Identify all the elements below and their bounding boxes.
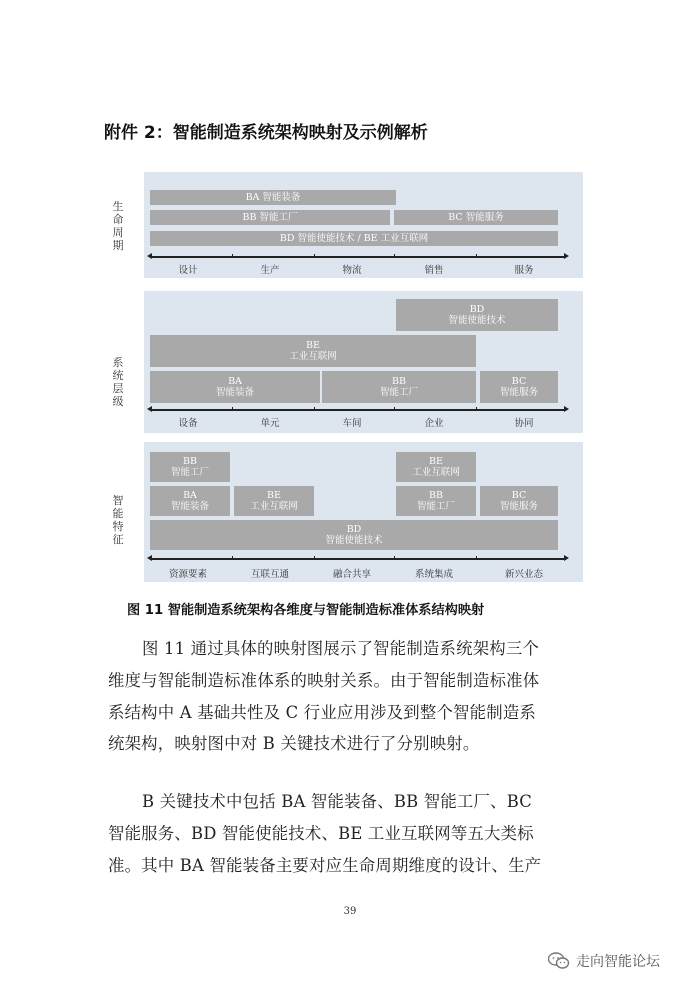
axis-label-design: 设计 — [178, 265, 198, 276]
axis-label-collaboration: 协同 — [514, 418, 534, 429]
bar-bc: BC 智能服务 — [394, 210, 558, 225]
axis-label-equipment: 设备 — [178, 418, 198, 429]
paragraph-line: 维度与智能制造标准体系的映射关系。由于智能制造标准体 — [108, 670, 540, 690]
side-label-text: 智能特征 — [112, 494, 124, 546]
wechat-icon — [548, 952, 570, 970]
paragraph-line: 系结构中 A 基础共性及 C 行业应用涉及到整个智能制造系 — [108, 702, 537, 722]
intelligence-panel — [144, 442, 583, 582]
paragraph-line: 智能服务、BD 智能使能技术、BE 工业互联网等五大类标 — [108, 823, 534, 843]
bar-bb: BB 智能工厂 — [322, 371, 476, 403]
axis-label-integration: 系统集成 — [414, 569, 453, 580]
paragraph-1 — [108, 633, 588, 760]
bar-ba: BA 智能装备 — [150, 371, 320, 403]
bar-bc: BC 智能服务 — [480, 371, 558, 403]
bar-bb: BB 智能工厂 — [150, 210, 390, 225]
axis-label-logistics: 物流 — [342, 265, 362, 276]
bar-bc: BC 智能服务 — [480, 486, 558, 516]
bar-bd-be: BD 智能使能技术 / BE 工业互联网 — [150, 231, 558, 246]
axis-label-sales: 销售 — [424, 265, 444, 276]
paragraph-line: 准。其中 BA 智能装备主要对应生命周期维度的设计、生产 — [108, 855, 542, 875]
panel2-side-label — [112, 356, 126, 408]
paragraph-2 — [108, 786, 588, 881]
axis-label-enterprise: 企业 — [424, 418, 444, 429]
page-heading: 附件 2：智能制造系统架构映射及示例解析 — [104, 123, 428, 143]
bar-be-left: BE 工业互联网 — [234, 486, 314, 516]
axis-label-unit: 单元 — [260, 418, 280, 429]
page-number: 39 — [343, 906, 357, 917]
lifecycle-axis — [150, 256, 566, 258]
bar-bd: BD 智能使能技术 — [150, 520, 558, 550]
watermark — [548, 951, 660, 971]
bar-bd: BD 智能使能技术 — [396, 299, 558, 331]
bar-be: BE 工业互联网 — [150, 335, 476, 367]
paragraph-line: B 关键技术中包括 BA 智能装备、BB 智能工厂、BC — [142, 792, 532, 811]
watermark-text: 走向智能论坛 — [576, 954, 660, 970]
axis-label-new-business: 新兴业态 — [504, 569, 543, 580]
intelligence-axis — [150, 558, 566, 560]
axis-label-sharing: 融合共享 — [332, 569, 371, 580]
bar-be-top: BE 工业互联网 — [396, 452, 476, 482]
axis-label-resources: 资源要素 — [168, 569, 207, 580]
panel3-side-label — [112, 494, 126, 546]
side-label-text: 系统层级 — [112, 356, 124, 408]
system-level-axis — [150, 409, 566, 411]
bar-bb-right: BB 智能工厂 — [396, 486, 476, 516]
system-level-panel — [144, 291, 583, 433]
figure-caption: 图 11 智能制造系统架构各维度与智能制造标准体系结构映射 — [127, 603, 485, 618]
bar-ba: BA 智能装备 — [150, 190, 396, 205]
paragraph-line: 统架构，映射图中对 B 关键技术进行了分别映射。 — [108, 734, 480, 754]
bar-ba: BA 智能装备 — [150, 486, 230, 516]
lifecycle-panel — [144, 172, 583, 278]
bar-bb-top: BB 智能工厂 — [150, 452, 230, 482]
paragraph-line: 图 11 通过具体的映射图展示了智能制造系统架构三个 — [142, 639, 540, 658]
axis-label-interconnection: 互联互通 — [250, 569, 289, 580]
panel1-side-label — [112, 200, 126, 252]
side-label-text: 生命周期 — [112, 200, 124, 252]
axis-label-service: 服务 — [514, 265, 534, 276]
axis-label-workshop: 车间 — [342, 418, 362, 429]
axis-label-production: 生产 — [260, 265, 280, 276]
